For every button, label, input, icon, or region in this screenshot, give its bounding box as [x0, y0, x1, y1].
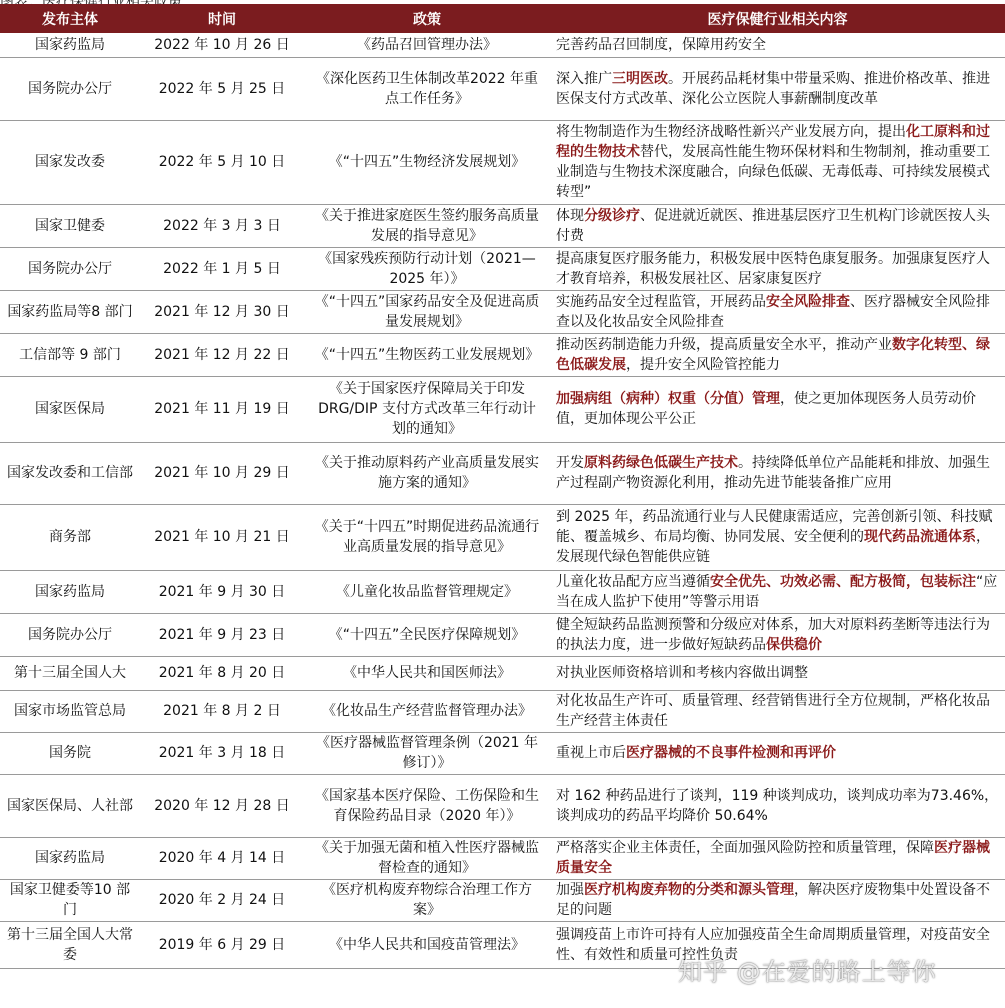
- content-text: 深入推广: [556, 70, 612, 87]
- cell-content: [550, 33, 1005, 57]
- content-text: 重视上市后: [556, 745, 626, 761]
- cell-policy: 《中华人民共和国医师法》: [304, 656, 550, 690]
- highlight-text: 医疗器械的不良事件检测和再评价: [626, 745, 836, 761]
- content-text: 开发: [556, 455, 584, 471]
- cell-date: 2019 年 6 月 29 日: [140, 921, 304, 968]
- cell-org: 国家市场监管总局: [0, 690, 140, 732]
- cell-org: 国务院办公厅: [0, 247, 140, 290]
- cell-content: [550, 57, 1005, 120]
- content-text: 替代，发展高性能生物环保材料和生物制剂，推动重要工业制造与生物技术深度融合，向绿色低碳、无毒低毒、可持续发展模式转型”: [556, 144, 990, 200]
- cell-date: 2021 年 12 月 30 日: [140, 290, 304, 333]
- cell-content: [550, 837, 1005, 879]
- cell-date: 2020 年 4 月 14 日: [140, 837, 304, 879]
- cell-date: 2021 年 9 月 23 日: [140, 613, 304, 656]
- cell-policy: 《“十四五”国家药品安全及促进高质量发展规划》: [304, 290, 550, 333]
- table-row: [0, 442, 1005, 504]
- highlight-text: 保供稳价: [766, 636, 822, 653]
- cell-date: 2021 年 10 月 21 日: [140, 504, 304, 570]
- content-text: 到 2025 年，药品流通行业与人民健康需适应，完善创新引领、科技赋能、覆盖城乡、布局均衡、协同发展、安全便利的: [556, 509, 993, 545]
- cell-content: [550, 376, 1005, 442]
- table-row: [0, 879, 1005, 921]
- highlight-text: 现代药品流通体系: [864, 529, 976, 545]
- cell-org: 国家发改委和工信部: [0, 442, 140, 504]
- content-text: 健全短缺药品监测预警和分级应对体系，加大对原料药垄断等违法行为的执法力度，进一步做好短缺药品: [556, 616, 990, 653]
- cell-policy: 《医疗器械监督管理条例（2021 年修订）》: [304, 732, 550, 774]
- table-row: [0, 33, 1005, 57]
- cell-org: 第十三届全国人大: [0, 656, 140, 690]
- cell-policy: 《药品召回管理办法》: [304, 33, 550, 57]
- table-row: [0, 333, 1005, 376]
- cell-policy: 《关于推进家庭医生签约服务高质量发展的指导意见》: [304, 204, 550, 247]
- header-content: 医疗保健行业相关内容: [550, 4, 1005, 33]
- cell-org: 国家药监局等8 部门: [0, 290, 140, 333]
- cell-date: 2022 年 5 月 25 日: [140, 57, 304, 120]
- cell-org: 国家卫健委: [0, 204, 140, 247]
- cell-content: [550, 204, 1005, 247]
- cell-content: [550, 690, 1005, 732]
- table-row: [0, 613, 1005, 656]
- cell-policy: 《“十四五”生物经济发展规划》: [304, 120, 550, 204]
- header-row: [0, 4, 1005, 33]
- table-row: [0, 57, 1005, 120]
- header-date: 时间: [140, 4, 304, 33]
- cell-policy: 《医疗机构废弃物综合治理工作方案》: [304, 879, 550, 921]
- cell-policy: 《国家残疾预防行动计划（2021—2025 年）》: [304, 247, 550, 290]
- cell-org: 商务部: [0, 504, 140, 570]
- cell-org: 国家发改委: [0, 120, 140, 204]
- cell-policy: 《关于“十四五”时期促进药品流通行业高质量发展的指导意见》: [304, 504, 550, 570]
- cell-date: 2021 年 10 月 29 日: [140, 442, 304, 504]
- content-text: 完善药品召回制度，保障用药安全: [556, 36, 766, 53]
- cell-date: 2022 年 5 月 10 日: [140, 120, 304, 204]
- cell-org: 国家医保局: [0, 376, 140, 442]
- highlight-text: 医疗器械质量安全: [556, 840, 990, 876]
- cell-org: 国家医保局、人社部: [0, 774, 140, 837]
- cell-policy: 《关于国家医疗保障局关于印发 DRG/DIP 支付方式改革三年行动计划的通知》: [304, 376, 550, 442]
- cell-content: [550, 120, 1005, 204]
- table-row: [0, 774, 1005, 837]
- cell-date: 2020 年 12 月 28 日: [140, 774, 304, 837]
- cell-date: 2021 年 8 月 2 日: [140, 690, 304, 732]
- cell-content: [550, 656, 1005, 690]
- table-row: [0, 837, 1005, 879]
- cell-date: 2021 年 9 月 30 日: [140, 570, 304, 613]
- watermark: 知乎 @在爱的路上等你: [678, 958, 937, 986]
- table-row: [0, 290, 1005, 333]
- content-text: 严格落实企业主体责任，全面加强风险防控和质量管理，保障: [556, 840, 934, 856]
- content-text: 对化妆品生产许可、质量管理、经营销售进行全方位规制，严格化妆品生产经营主体责任: [556, 693, 990, 729]
- policy-table: [0, 4, 1005, 969]
- table-row: [0, 570, 1005, 613]
- content-text: ，使之更加体现医务人员劳动价值，更加体现公平公正: [556, 391, 976, 427]
- highlight-text: 化工原料和过程的生物技术: [556, 124, 990, 160]
- header-policy: 政策: [304, 4, 550, 33]
- cell-org: 国务院办公厅: [0, 613, 140, 656]
- content-text: 加强: [556, 882, 584, 898]
- content-text: ，提升安全风险管控能力: [626, 356, 780, 373]
- cell-org: 国家卫健委等10 部门: [0, 879, 140, 921]
- highlight-text: 分级诊疗: [584, 207, 640, 224]
- cell-policy: 《国家基本医疗保险、工伤保险和生育保险药品目录（2020 年）》: [304, 774, 550, 837]
- cell-date: 2021 年 12 月 22 日: [140, 333, 304, 376]
- highlight-text: 数字化转型、绿色低碳发展: [556, 336, 990, 373]
- cell-org: 国务院: [0, 732, 140, 774]
- cell-date: 2020 年 2 月 24 日: [140, 879, 304, 921]
- content-text: ，发展现代绿色智能供应链: [556, 529, 990, 565]
- cell-content: [550, 504, 1005, 570]
- content-text: ，解决医疗废物集中处置设备不足的问题: [556, 882, 990, 918]
- cell-org: 工信部等 9 部门: [0, 333, 140, 376]
- content-text: 、医疗器械安全风险排查以及化妆品安全风险排查: [556, 293, 990, 330]
- table-row: [0, 690, 1005, 732]
- cell-policy: 《“十四五”生物医药工业发展规划》: [304, 333, 550, 376]
- cell-content: [550, 333, 1005, 376]
- table-row: [0, 656, 1005, 690]
- cell-content: [550, 442, 1005, 504]
- cell-policy: 《化妆品生产经营监督管理办法》: [304, 690, 550, 732]
- highlight-text: 三明医改: [612, 70, 668, 87]
- content-text: 。开展药品耗材集中带量采购、推进价格改革、推进医保支付方式改革、深化公立医院人事薪酬制度改革: [556, 70, 990, 107]
- content-text: 体现: [556, 207, 584, 224]
- cell-policy: 《“十四五”全民医疗保障规划》: [304, 613, 550, 656]
- header-org: 发布主体: [0, 4, 140, 33]
- content-text: 儿童化妆品配方应当遵循: [556, 573, 710, 590]
- content-text: 强调疫苗上市许可持有人应加强疫苗全生命周期质量管理，对疫苗安全性、有效性和质量可控性负责: [556, 926, 990, 963]
- cell-policy: 《深化医药卫生体制改革2022 年重点工作任务》: [304, 57, 550, 120]
- highlight-text: 加强病组（病种）权重（分值）管理: [556, 391, 780, 407]
- cell-content: [550, 570, 1005, 613]
- cell-org: 国家药监局: [0, 837, 140, 879]
- cell-policy: 《中华人民共和国疫苗管理法》: [304, 921, 550, 968]
- table-row: [0, 247, 1005, 290]
- cell-date: 2022 年 1 月 5 日: [140, 247, 304, 290]
- cell-policy: 《关于加强无菌和植入性医疗器械监督检查的通知》: [304, 837, 550, 879]
- table-row: [0, 376, 1005, 442]
- cell-org: 国务院办公厅: [0, 57, 140, 120]
- cell-content: [550, 290, 1005, 333]
- content-text: 将生物制造作为生物经济战略性新兴产业发展方向，提出: [556, 124, 906, 140]
- cell-content: [550, 879, 1005, 921]
- cell-date: 2021 年 11 月 19 日: [140, 376, 304, 442]
- content-text: 。持续降低单位产品能耗和排放、加强生产过程副产物资源化利用，推动先进节能装备推广应用: [556, 455, 990, 491]
- highlight-text: 原料药绿色低碳生产技术: [584, 455, 738, 471]
- cell-content: [550, 774, 1005, 837]
- content-text: 推动医药制造能力升级，提高质量安全水平，推动产业: [556, 336, 892, 353]
- highlight-text: 医疗机构废弃物的分类和源头管理: [584, 882, 794, 898]
- content-text: 、促进就近就医、推进基层医疗卫生机构门诊就医按人头付费: [556, 207, 990, 244]
- cell-date: 2022 年 10 月 26 日: [140, 33, 304, 57]
- highlight-text: 安全优先、功效必需、配方极简，包装标注: [710, 573, 976, 590]
- content-text: 提高康复医疗服务能力，积极发展中医特色康复服务。加强康复医疗人才教育培养，积极发展社区、居家康复医疗: [556, 250, 990, 287]
- cell-policy: 《关于推动原料药产业高质量发展实施方案的通知》: [304, 442, 550, 504]
- cell-content: [550, 732, 1005, 774]
- table-body: [0, 33, 1005, 968]
- highlight-text: 安全风险排查: [766, 293, 850, 310]
- content-text: 对执业医师资格培训和考核内容做出调整: [556, 665, 808, 681]
- cell-org: 第十三届全国人大常委: [0, 921, 140, 968]
- cell-date: 2021 年 3 月 18 日: [140, 732, 304, 774]
- table-row: [0, 732, 1005, 774]
- cell-date: 2022 年 3 月 3 日: [140, 204, 304, 247]
- cell-org: 国家药监局: [0, 33, 140, 57]
- cell-content: [550, 247, 1005, 290]
- cell-policy: 《儿童化妆品监督管理规定》: [304, 570, 550, 613]
- cell-date: 2021 年 8 月 20 日: [140, 656, 304, 690]
- cell-org: 国家药监局: [0, 570, 140, 613]
- content-text: 对 162 种药品进行了谈判，119 种谈判成功，谈判成功率为73.46%，谈判成功的药品平均降价 50.64%: [556, 787, 999, 824]
- content-text: “应当在成人监护下使用”等警示用语: [556, 573, 998, 610]
- table-row: [0, 120, 1005, 204]
- content-text: 实施药品安全过程监管，开展药品: [556, 293, 766, 310]
- cell-content: [550, 613, 1005, 656]
- table-row: [0, 204, 1005, 247]
- table-row: [0, 504, 1005, 570]
